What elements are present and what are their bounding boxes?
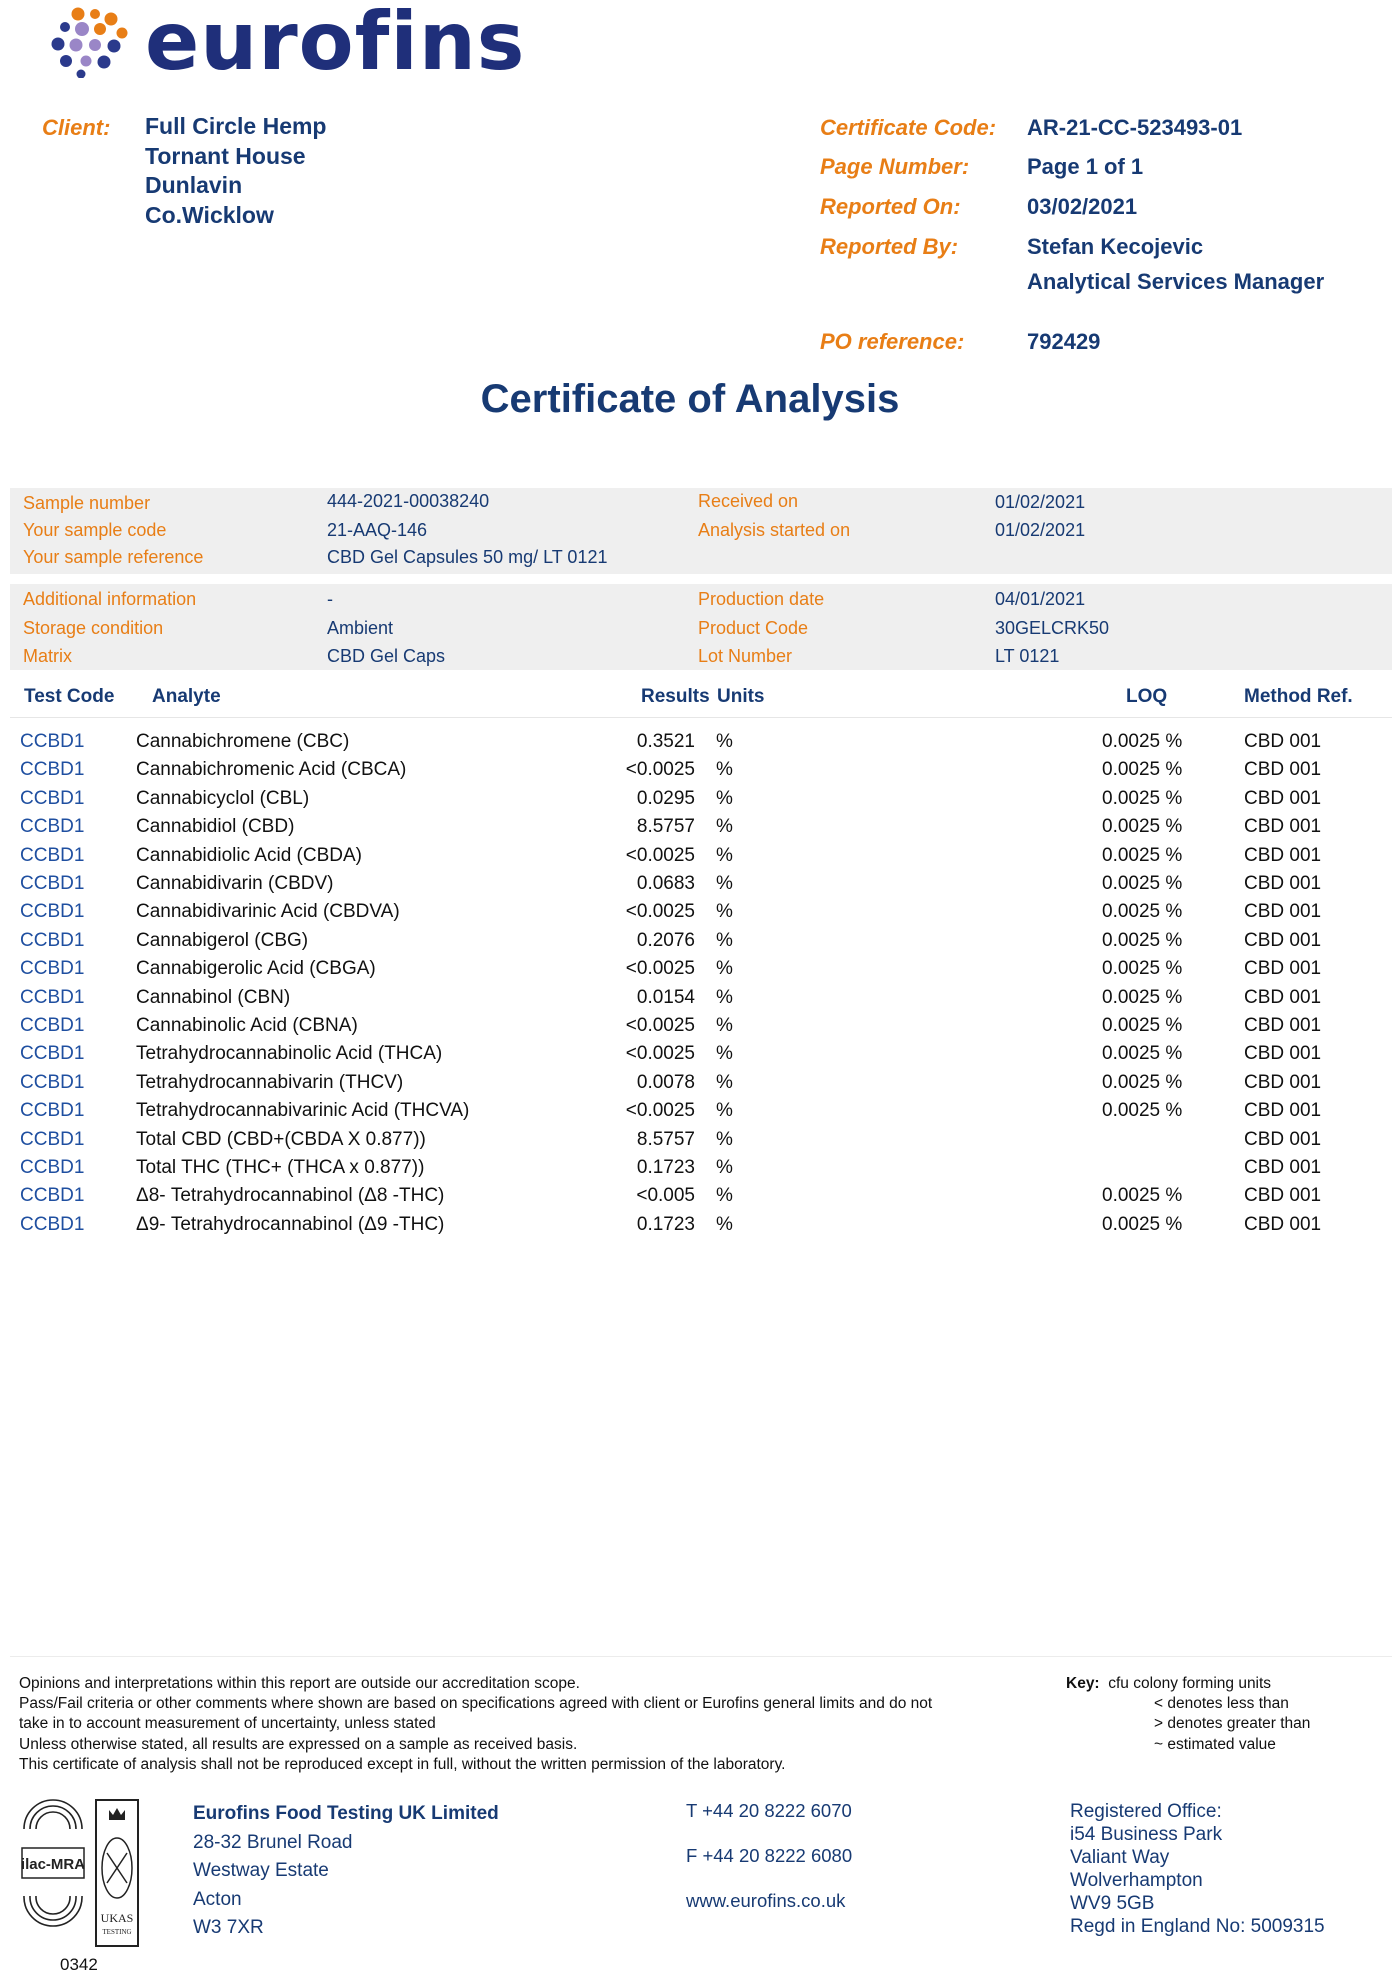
- loq-cell: 0.0025 %: [1102, 1071, 1183, 1093]
- method-cell: CBD 001: [1244, 1015, 1322, 1036]
- method-cell: CBD 001: [1244, 986, 1322, 1008]
- test-code-cell: CCBD1: [20, 958, 85, 980]
- unit-cell: %: [716, 731, 733, 752]
- sample-info-box: [10, 488, 1392, 574]
- table-row: [0, 1043, 1400, 1071]
- test-code-cell: CCBD1: [20, 1128, 85, 1150]
- unit-cell: %: [716, 873, 733, 894]
- table-row: [0, 1214, 1400, 1242]
- method-cell: CBD 001: [1244, 844, 1322, 866]
- key-label: Key:: [1066, 1675, 1100, 1692]
- analyte-cell: Cannabinolic Acid (CBNA): [136, 1015, 358, 1036]
- key-line: > denotes greater than: [1154, 1715, 1311, 1733]
- key-line: < denotes less than: [1154, 1695, 1289, 1713]
- reported-by-label: Reported By:: [820, 234, 959, 259]
- table-row: [0, 987, 1400, 1015]
- result-cell: 8.5757: [636, 816, 695, 838]
- reported-on: 03/02/2021: [1027, 194, 1138, 219]
- analyte-cell: Cannabidiolic Acid (CBDA): [136, 844, 362, 866]
- lot-number-label: Lot Number: [698, 646, 793, 666]
- registered-office-line: Regd in England No: 5009315: [1070, 1916, 1325, 1937]
- result-cell: <0.0025: [625, 958, 695, 980]
- website-link[interactable]: www.eurofins.co.uk: [686, 1890, 846, 1911]
- test-code-cell: CCBD1: [20, 873, 85, 894]
- method-cell: CBD 001: [1244, 901, 1322, 923]
- test-code-cell: CCBD1: [20, 1185, 85, 1207]
- analyte-cell: Tetrahydrocannabinolic Acid (THCA): [136, 1043, 443, 1065]
- method-cell: CBD 001: [1244, 816, 1322, 838]
- method-cell: CBD 001: [1244, 731, 1322, 752]
- certificate-code: AR-21-CC-523493-01: [1027, 115, 1243, 140]
- table-row: [0, 1072, 1400, 1100]
- client-line: Tornant House: [145, 142, 306, 169]
- reported-on-label: Reported On:: [820, 194, 961, 219]
- unit-cell: %: [716, 1128, 733, 1150]
- client-line: Full Circle Hemp: [145, 113, 327, 139]
- loq-cell: 0.0025 %: [1102, 1185, 1183, 1207]
- test-code-cell: CCBD1: [20, 1015, 85, 1036]
- storage-condition-label: Storage condition: [23, 618, 164, 638]
- unit-cell: %: [716, 929, 733, 951]
- registered-office-line: WV9 5GB: [1070, 1893, 1155, 1914]
- column-header-loq: LOQ: [1126, 686, 1168, 707]
- test-code-cell: CCBD1: [20, 1071, 85, 1093]
- note-line: take in to account measurement of uncertainty, unless stated: [19, 1715, 436, 1733]
- unit-cell: %: [716, 958, 733, 980]
- production-date-label: Production date: [698, 589, 825, 609]
- method-cell: CBD 001: [1244, 958, 1322, 980]
- storage-condition: Ambient: [327, 618, 394, 638]
- test-code-cell: CCBD1: [20, 816, 85, 838]
- analysis-started-label: Analysis started on: [698, 520, 851, 540]
- method-cell: CBD 001: [1244, 1157, 1322, 1178]
- result-cell: 0.1723: [636, 1213, 695, 1235]
- result-cell: 0.0154: [636, 986, 695, 1008]
- company-name: Eurofins Food Testing UK Limited: [193, 1803, 499, 1824]
- analyte-cell: Total THC (THC+ (THCA x 0.877)): [136, 1157, 425, 1178]
- test-code-cell: CCBD1: [20, 731, 85, 752]
- test-code-cell: CCBD1: [20, 844, 85, 866]
- result-cell: 0.0683: [636, 873, 695, 894]
- column-header-test-code: Test Code: [24, 686, 115, 707]
- company-address-line: Acton: [193, 1888, 242, 1910]
- result-cell: <0.005: [636, 1185, 695, 1207]
- product-code: 30GELCRK50: [995, 618, 1110, 638]
- page-number-label: Page Number:: [820, 154, 970, 179]
- po-reference: 792429: [1027, 329, 1101, 354]
- method-cell: CBD 001: [1244, 787, 1322, 809]
- ukas-testing-mark-icon: [94, 1798, 140, 1948]
- production-date: 04/01/2021: [995, 589, 1086, 609]
- loq-cell: 0.0025 %: [1102, 901, 1183, 923]
- note-line: Unless otherwise stated, all results are expressed on a sample as received basis.: [19, 1735, 578, 1753]
- result-cell: 0.3521: [636, 731, 695, 752]
- po-reference-label: PO reference:: [820, 329, 965, 354]
- result-cell: 0.0295: [636, 787, 695, 809]
- additional-information: -: [327, 589, 333, 609]
- table-row: [0, 788, 1400, 816]
- analyte-cell: Tetrahydrocannabivarin (THCV): [136, 1071, 404, 1093]
- column-header-results: Results: [641, 686, 710, 707]
- loq-cell: 0.0025 %: [1102, 1015, 1183, 1036]
- result-cell: <0.0025: [625, 844, 695, 866]
- analyte-cell: Cannabigerolic Acid (CBGA): [136, 958, 376, 980]
- table-row: [0, 731, 1400, 759]
- company-address-line: 28-32 Brunel Road: [193, 1831, 353, 1853]
- reported-by-title: Analytical Services Manager: [1027, 269, 1325, 294]
- certificate-code-label: Certificate Code:: [820, 115, 997, 140]
- eurofins-dots-logo-icon: [48, 6, 134, 78]
- method-cell: CBD 001: [1244, 1185, 1322, 1207]
- lot-number: LT 0121: [995, 646, 1060, 666]
- unit-cell: %: [716, 901, 733, 923]
- loq-cell: 0.0025 %: [1102, 1213, 1183, 1235]
- analyte-cell: Cannabinol (CBN): [136, 986, 291, 1008]
- analyte-cell: Cannabicyclol (CBL): [136, 787, 310, 809]
- unit-cell: %: [716, 816, 733, 838]
- loq-cell: 0.0025 %: [1102, 759, 1183, 781]
- table-row: [0, 1185, 1400, 1213]
- method-cell: CBD 001: [1244, 873, 1322, 894]
- table-row: [0, 845, 1400, 873]
- test-code-cell: CCBD1: [20, 901, 85, 923]
- ukas-sub-text: TESTING: [102, 1928, 132, 1936]
- loq-cell: 0.0025 %: [1102, 986, 1183, 1008]
- method-cell: CBD 001: [1244, 929, 1322, 951]
- additional-information-label: Additional information: [23, 589, 197, 609]
- table-row: [0, 759, 1400, 787]
- reported-by-name: Stefan Kecojevic: [1027, 234, 1204, 259]
- matrix: CBD Gel Caps: [327, 646, 446, 666]
- loq-cell: 0.0025 %: [1102, 958, 1183, 980]
- footer-divider: [10, 1656, 1392, 1657]
- unit-cell: %: [716, 844, 733, 866]
- method-cell: CBD 001: [1244, 1100, 1322, 1122]
- method-cell: CBD 001: [1244, 1128, 1322, 1150]
- unit-cell: %: [716, 759, 733, 781]
- test-code-cell: CCBD1: [20, 1043, 85, 1065]
- analyte-cell: Cannabichromenic Acid (CBCA): [136, 759, 407, 781]
- registered-office-line: Wolverhampton: [1070, 1870, 1203, 1891]
- result-cell: <0.0025: [625, 1015, 695, 1036]
- ilac-mra-mark-icon: [20, 1796, 86, 1946]
- test-code-cell: CCBD1: [20, 1157, 85, 1178]
- table-row: [0, 958, 1400, 986]
- analyte-cell: Cannabidivarinic Acid (CBDVA): [136, 901, 400, 923]
- note-line: Pass/Fail criteria or other comments where shown are based on specifications agreed with client or Eurofins general limits and do not: [19, 1695, 933, 1713]
- analyte-cell: Cannabidivarin (CBDV): [136, 873, 334, 894]
- loq-cell: 0.0025 %: [1102, 929, 1183, 951]
- test-code-cell: CCBD1: [20, 1100, 85, 1122]
- table-row: [0, 930, 1400, 958]
- sample-number: 444-2021-00038240: [327, 491, 490, 511]
- note-line: Opinions and interpretations within this report are outside our accreditation scope.: [19, 1675, 580, 1692]
- brand-wordmark: eurofins: [145, 0, 526, 88]
- analyte-cell: Δ9- Tetrahydrocannabinol (Δ9 -THC): [136, 1213, 445, 1235]
- table-row: [0, 1100, 1400, 1128]
- method-cell: CBD 001: [1244, 1071, 1322, 1093]
- sample-code: 21-AAQ-146: [327, 520, 428, 540]
- method-cell: CBD 001: [1244, 1213, 1322, 1235]
- result-cell: <0.0025: [625, 1100, 695, 1122]
- analyte-cell: Cannabigerol (CBG): [136, 929, 309, 951]
- table-row: [0, 873, 1400, 901]
- loq-cell: 0.0025 %: [1102, 844, 1183, 866]
- result-cell: 0.1723: [636, 1157, 695, 1178]
- loq-cell: 0.0025 %: [1102, 816, 1183, 838]
- page-number: Page 1 of 1: [1027, 154, 1144, 179]
- result-cell: 0.0078: [636, 1071, 695, 1093]
- method-cell: CBD 001: [1244, 1043, 1322, 1065]
- sample-reference: CBD Gel Capsules 50 mg/ LT 0121: [327, 547, 608, 567]
- unit-cell: %: [716, 1185, 733, 1207]
- unit-cell: %: [716, 1100, 733, 1122]
- result-cell: <0.0025: [625, 901, 695, 923]
- matrix-label: Matrix: [23, 646, 72, 666]
- analysis-started: 01/02/2021: [995, 520, 1086, 540]
- client-line: Co.Wicklow: [145, 201, 274, 228]
- unit-cell: %: [716, 1157, 733, 1178]
- company-address-line: Westway Estate: [193, 1860, 329, 1881]
- unit-cell: %: [716, 1213, 733, 1235]
- received-on-label: Received on: [698, 491, 799, 511]
- fax-number: F +44 20 8222 6080: [686, 1845, 853, 1866]
- unit-cell: %: [716, 1015, 733, 1036]
- sample-reference-label: Your sample reference: [23, 547, 204, 567]
- loq-cell: 0.0025 %: [1102, 731, 1183, 752]
- loq-cell: 0.0025 %: [1102, 1043, 1183, 1065]
- sample-number-label: Sample number: [23, 493, 151, 513]
- result-cell: 8.5757: [636, 1128, 695, 1150]
- company-block: [193, 1800, 499, 1943]
- test-code-cell: CCBD1: [20, 759, 85, 781]
- report-notes: [19, 1674, 1059, 1775]
- client-address: [145, 112, 326, 230]
- method-cell: CBD 001: [1244, 759, 1322, 781]
- registered-office-line: i54 Business Park: [1070, 1824, 1223, 1845]
- ukas-mark-text: UKAS: [100, 1911, 134, 1925]
- test-code-cell: CCBD1: [20, 986, 85, 1008]
- unit-cell: %: [716, 986, 733, 1008]
- registered-office-line: Valiant Way: [1070, 1847, 1170, 1868]
- result-cell: 0.2076: [636, 929, 695, 951]
- loq-cell: 0.0025 %: [1102, 873, 1183, 894]
- ilac-mark-text: ilac-MRA: [20, 1856, 86, 1873]
- analyte-cell: Total CBD (CBD+(CBDA X 0.877)): [136, 1128, 426, 1150]
- product-code-label: Product Code: [698, 618, 809, 638]
- note-line: This certificate of analysis shall not be reproduced except in full, without the written permission of the laboratory.: [19, 1755, 786, 1773]
- client-label: Client:: [42, 115, 111, 140]
- analyte-cell: Tetrahydrocannabivarinic Acid (THCVA): [136, 1100, 470, 1122]
- table-row: [0, 1015, 1400, 1043]
- column-header-method: Method Ref.: [1244, 686, 1353, 707]
- test-code-cell: CCBD1: [20, 929, 85, 951]
- table-header-divider: [10, 717, 1392, 718]
- table-row: [0, 901, 1400, 929]
- loq-cell: 0.0025 %: [1102, 1100, 1183, 1122]
- page-title: Certificate of Analysis: [480, 377, 900, 421]
- key-line: ~ estimated value: [1154, 1735, 1276, 1753]
- key-line: cfu colony forming units: [1108, 1675, 1272, 1692]
- analyte-cell: Δ8- Tetrahydrocannabinol (Δ8 -THC): [136, 1185, 445, 1207]
- unit-cell: %: [716, 1071, 733, 1093]
- registered-office-block: [1070, 1800, 1325, 1938]
- table-row: [0, 1157, 1400, 1185]
- key-legend: [1066, 1674, 1310, 1755]
- table-row: [0, 1129, 1400, 1157]
- test-code-cell: CCBD1: [20, 1213, 85, 1235]
- column-header-units: Units: [717, 686, 765, 707]
- unit-cell: %: [716, 787, 733, 809]
- accreditation-number: 0342: [60, 1955, 98, 1974]
- received-on: 01/02/2021: [995, 492, 1086, 512]
- additional-info-box: [10, 584, 1392, 670]
- phone-number: T +44 20 8222 6070: [686, 1800, 852, 1821]
- company-address-line: W3 7XR: [193, 1917, 264, 1938]
- result-cell: <0.0025: [625, 1043, 695, 1065]
- analyte-cell: Cannabichromene (CBC): [136, 731, 350, 752]
- table-row: [0, 816, 1400, 844]
- analyte-cell: Cannabidiol (CBD): [136, 816, 295, 838]
- sample-code-label: Your sample code: [23, 520, 167, 540]
- unit-cell: %: [716, 1043, 733, 1065]
- loq-cell: 0.0025 %: [1102, 787, 1183, 809]
- column-header-analyte: Analyte: [152, 686, 221, 707]
- result-cell: <0.0025: [625, 759, 695, 781]
- test-code-cell: CCBD1: [20, 787, 85, 809]
- client-line: Dunlavin: [145, 172, 243, 198]
- registered-office-line: Registered Office:: [1070, 1801, 1222, 1822]
